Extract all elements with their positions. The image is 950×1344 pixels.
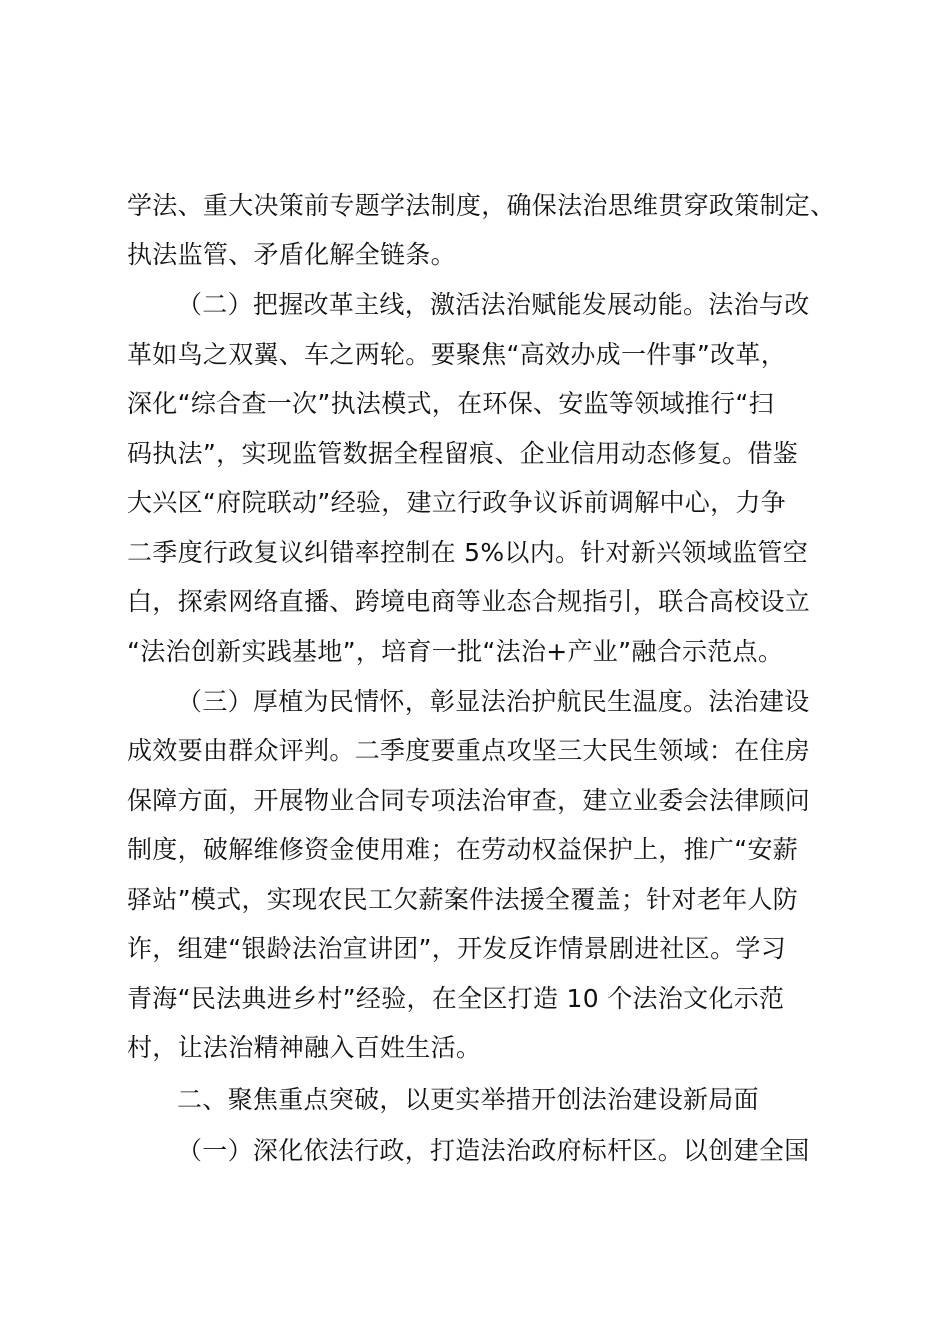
text-line: 青海“民法典进乡村”经验，在全区打造 10 个法治文化示范 <box>127 984 785 1013</box>
text-line: 制度，破解维修资金使用难；在劳动权益保护上，推广“安薪 <box>127 835 799 864</box>
paragraph-heading-3: （三）厚植为民情怀，彰显法治护航民生温度。法治建设 <box>177 687 810 716</box>
text-line: 驿站”模式，实现农民工欠薪案件法援全覆盖；针对老年人防 <box>127 885 799 914</box>
text-line: 白，探索网络直播、跨境电商等业态合规指引，联合高校设立 <box>127 587 811 616</box>
text-line: 执法监管、矛盾化解全链条。 <box>127 240 456 269</box>
paragraph-heading-1: （一）深化依法行政，打造法治政府标杆区。以创建全国 <box>177 1136 810 1165</box>
text-line: 村，让法治精神融入百姓生活。 <box>127 1033 482 1062</box>
section-heading: 二、聚焦重点突破，以更实举措开创法治建设新局面 <box>177 1085 759 1114</box>
text-line: 学法、重大决策前专题学法制度，确保法治思维贯穿政策制定、 <box>127 191 836 220</box>
text-line: 深化“综合查一次”执法模式，在环保、安监等领域推行“扫 <box>127 389 774 418</box>
text-line: 诈，组建“银龄法治宣讲团”，开发反诈情景剧进社区。学习 <box>127 934 787 963</box>
text-line: 革如鸟之双翼、车之两轮。要聚焦“高效办成一件事”改革， <box>127 340 787 369</box>
text-line: 码执法”，实现监管数据全程留痕、企业信用动态修复。借鉴 <box>127 439 799 468</box>
text-line: 二季度行政复议纠错率控制在 5%以内。针对新兴领域监管空 <box>127 538 809 567</box>
text-line: 大兴区“府院联动”经验，建立行政争议诉前调解中心，力争 <box>127 488 787 517</box>
text-line: 成效要由群众评判。二季度要重点攻坚三大民生领域：在住房 <box>127 736 811 765</box>
text-line: “法治创新实践基地”，培育一批“法治+产业”融合示范点。 <box>127 637 784 666</box>
text-line: 保障方面，开展物业合同专项法治审查，建立业委会法律顾问 <box>127 786 811 815</box>
paragraph-heading-2: （二）把握改革主线，激活法治赋能发展动能。法治与改 <box>177 290 810 319</box>
